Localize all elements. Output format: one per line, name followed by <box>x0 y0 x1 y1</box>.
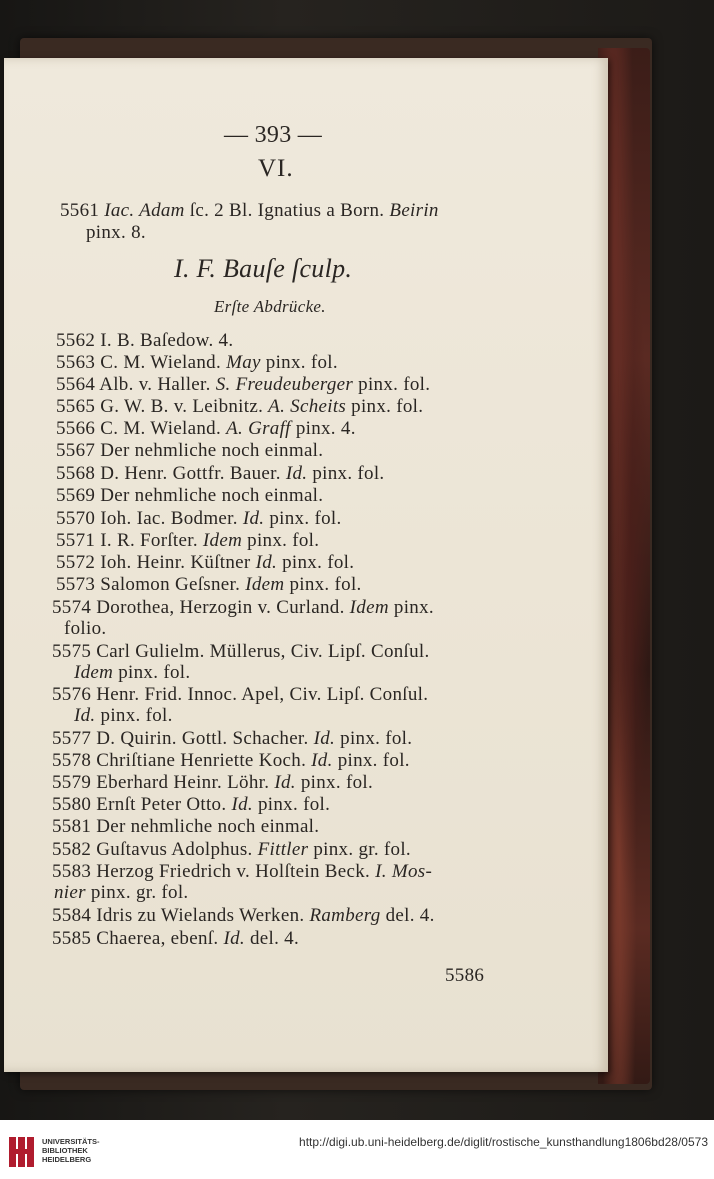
library-logo-icon <box>8 1135 36 1169</box>
entry-line: 5575 Carl Gulielm. Müllerus, Civ. Lipſ. Conſul. <box>52 641 430 662</box>
section-heading: I. F. Bauſe ſculp. <box>174 254 353 283</box>
entry-line: 5569 Der nehmliche noch einmal. <box>56 485 324 506</box>
entry-line: 5585 Chaerea, ebenſ. Id. del. 4. <box>52 928 300 949</box>
catchword: 5586 <box>445 965 485 986</box>
entry-5561: 5561 Iac. Adam ſc. 2 Bl. Ignatius a Born. Beirin <box>60 200 439 221</box>
entry-line: 5578 Chriſtiane Henriette Koch. Id. pinx. fol. <box>52 750 410 771</box>
entry-line: 5582 Guſtavus Adolphus. Fittler pinx. gr. fol. <box>52 839 411 860</box>
section-subheading: Erſte Abdrücke. <box>214 297 326 316</box>
entry-line: folio. <box>64 618 107 639</box>
entry-line: 5580 Ernſt Peter Otto. Id. pinx. fol. <box>52 794 331 815</box>
entry-line: 5570 Ioh. Iac. Bodmer. Id. pinx. fol. <box>56 508 342 529</box>
entry-line: 5573 Salomon Geſsner. Idem pinx. fol. <box>56 574 362 595</box>
source-url[interactable]: http://digi.ub.uni-heidelberg.de/diglit/rostische_kunsthandlung1806bd28/0573 <box>299 1135 708 1149</box>
entry-line: 5562 I. B. Baſedow. 4. <box>56 330 234 351</box>
section-number: VI. <box>258 155 294 182</box>
entry-5561-cont: pinx. 8. <box>86 222 146 243</box>
entry-line: nier pinx. gr. fol. <box>54 882 189 903</box>
entry-line: Id. pinx. fol. <box>74 705 173 726</box>
entry-line: 5581 Der nehmliche noch einmal. <box>52 816 320 837</box>
entry-line: 5568 D. Henr. Gottfr. Bauer. Id. pinx. fol. <box>56 463 385 484</box>
entry-line: Idem pinx. fol. <box>74 662 191 683</box>
entry-line: 5572 Ioh. Heinr. Küſtner Id. pinx. fol. <box>56 552 355 573</box>
library-logo-text: UNIVERSITÄTS- BIBLIOTHEK HEIDELBERG <box>42 1137 100 1164</box>
entry-line: 5566 C. M. Wieland. A. Graff pinx. 4. <box>56 418 356 439</box>
entry-line: 5576 Henr. Frid. Innoc. Apel, Civ. Lipſ. Conſul. <box>52 684 429 705</box>
page-number: — 393 — <box>224 122 323 148</box>
footer-bar <box>0 1120 714 1179</box>
entry-line: 5567 Der nehmliche noch einmal. <box>56 440 324 461</box>
entry-line: 5571 I. R. Forſter. Idem pinx. fol. <box>56 530 320 551</box>
entry-line: 5577 D. Quirin. Gottl. Schacher. Id. pinx. fol. <box>52 728 413 749</box>
entry-line: 5565 G. W. B. v. Leibnitz. A. Scheits pinx. fol. <box>56 396 424 417</box>
entry-line: 5564 Alb. v. Haller. S. Freudeuberger pinx. fol. <box>56 374 431 395</box>
entry-line: 5584 Idris zu Wielands Werken. Ramberg del. 4. <box>52 905 435 926</box>
entry-line: 5574 Dorothea, Herzogin v. Curland. Idem pinx. <box>52 597 434 618</box>
entry-line: 5563 C. M. Wieland. May pinx. fol. <box>56 352 338 373</box>
entry-line: 5579 Eberhard Heinr. Löhr. Id. pinx. fol. <box>52 772 373 793</box>
entry-line: 5583 Herzog Friedrich v. Holſtein Beck. I. Mos- <box>52 861 433 882</box>
